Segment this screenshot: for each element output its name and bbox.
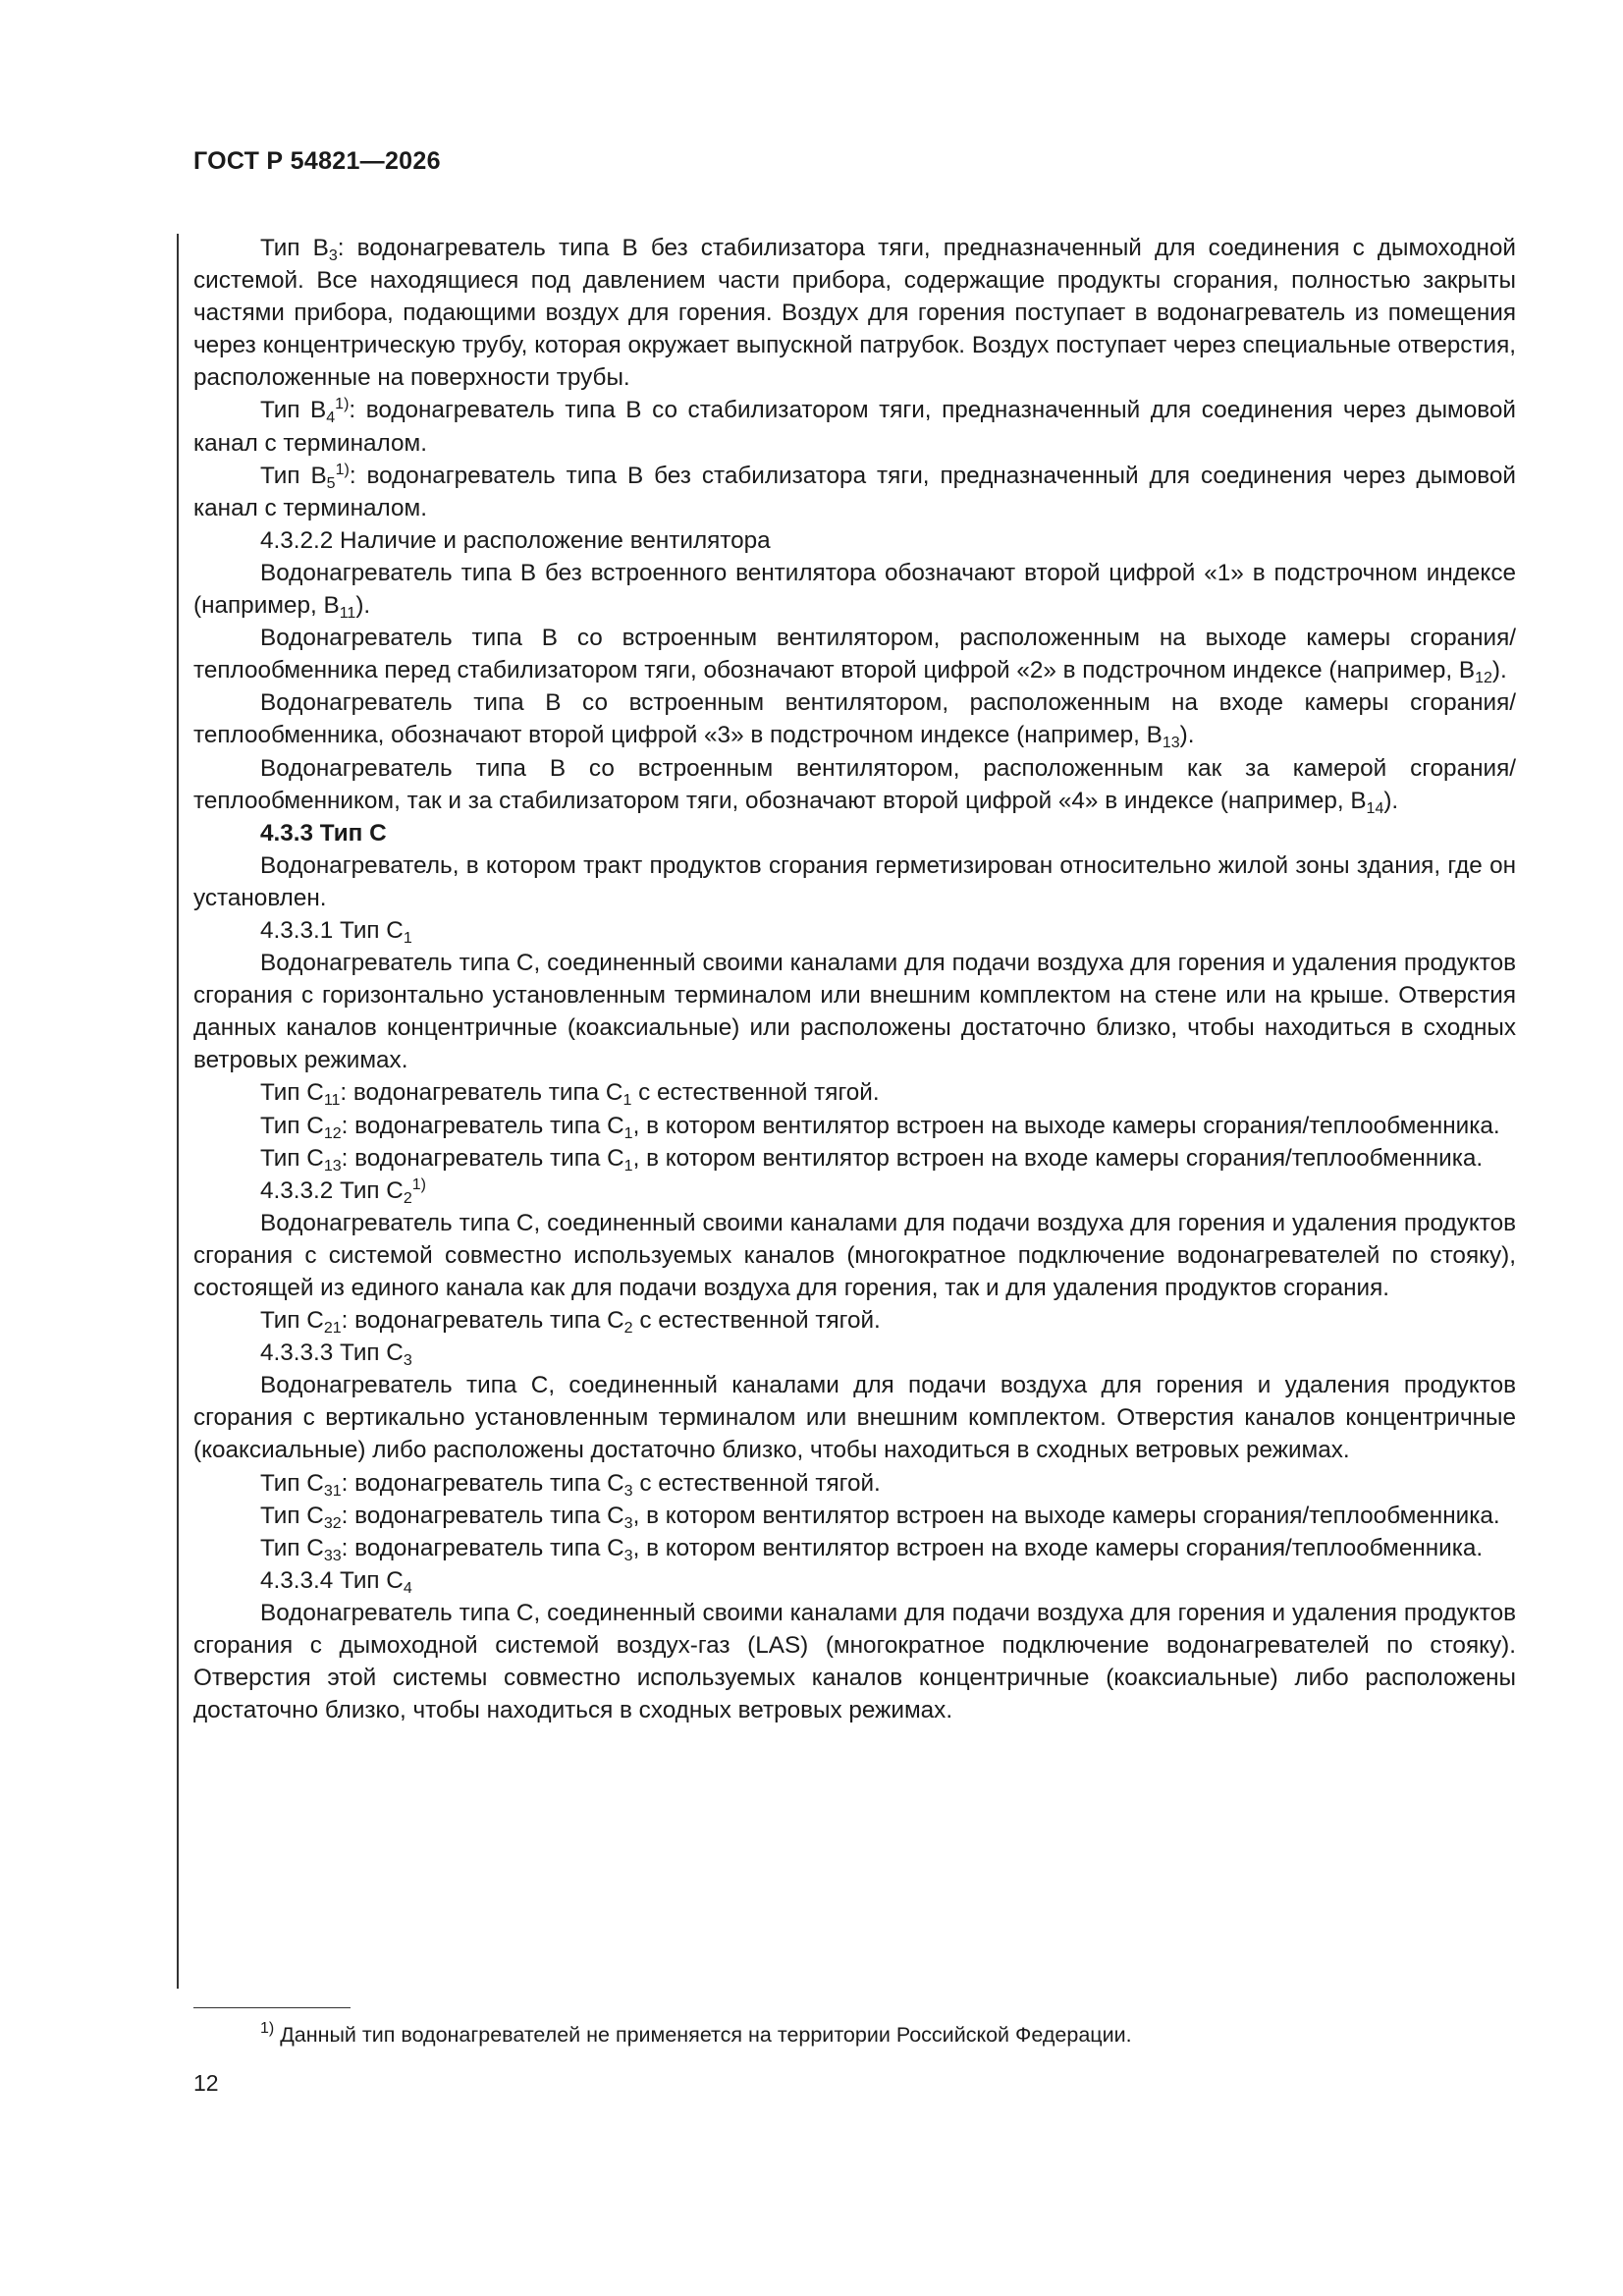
text-run: : водонагреватель типа В со стабилизатором тяги, предназначенный для соединения через дымовой канал с терминалом.	[193, 397, 1516, 457]
paragraph	[193, 849, 1516, 914]
footnote-ref: 1)	[411, 1175, 426, 1193]
paragraph	[193, 1076, 1516, 1109]
text-run: Водонагреватель типа С, соединенный своими каналами для подачи воздуха для горения и удаления продуктов сгорания с системой совместно используемых каналов (многократное подключение водонагревателей по стояку), состоящей из единого канала как для подачи воздуха для горения, так и для удаления продуктов сгорания.	[193, 1209, 1516, 1301]
subscript-index: 2	[403, 1189, 412, 1207]
subscript-index: 4	[326, 410, 336, 427]
paragraph	[193, 1564, 1516, 1597]
subscript-index: 14	[1366, 799, 1384, 817]
footnote	[260, 2021, 1132, 2049]
text-run: : водонагреватель типа С	[341, 1144, 624, 1172]
paragraph	[193, 1467, 1516, 1500]
text-run: 4.3.3 Тип С	[260, 819, 387, 847]
text-run: , в котором вентилятор встроен на входе камеры сгорания/теплообменника.	[632, 1144, 1484, 1172]
paragraph	[193, 1369, 1516, 1466]
subscript-index: 33	[323, 1547, 342, 1564]
text-run: Водонагреватель типа С, соединенный своими каналами для подачи воздуха для горения и удаления продуктов сгорания с горизонтально установленным терминалом или внешним комплектом на стене или на крыше. Отверстия данных каналов концентричные (коаксиальные) или расположены достаточно близко, чтобы находиться в сходных ветровых режимах.	[193, 950, 1516, 1074]
text-run: ).	[1179, 722, 1195, 749]
subscript-index: 3	[328, 246, 338, 264]
subscript-index: 3	[623, 1514, 633, 1532]
text-run: 4.3.3.2 Тип С	[260, 1176, 404, 1204]
subscript-index: 21	[323, 1319, 342, 1337]
document-header: ГОСТ Р 54821—2026	[193, 147, 441, 175]
text-run: Тип В	[260, 397, 327, 424]
text-run: Тип В	[260, 462, 327, 489]
paragraph	[193, 1337, 1516, 1369]
text-run: Водонагреватель типа В без встроенного вентилятора обозначают второй цифрой «1» в подстрочном индексе (например, В	[193, 559, 1516, 620]
paragraph	[193, 1142, 1516, 1175]
footnote-text: Данный тип водонагревателей не применяется на территории Российской Федерации.	[280, 2023, 1132, 2047]
paragraph	[193, 524, 1516, 557]
text-run: Тип С	[260, 1112, 324, 1139]
text-run: с естественной тягой.	[632, 1307, 881, 1335]
text-run: Тип С	[260, 1079, 324, 1107]
text-run: Водонагреватель типа В со встроенным вентилятором, расположенным на входе камеры сгорания/теплообменника, обозначают второй цифрой «3» в подстрочном индексе (например, В	[193, 689, 1516, 749]
text-run: ).	[1491, 657, 1507, 684]
text-run: : водонагреватель типа С	[340, 1079, 623, 1107]
subscript-index: 12	[323, 1124, 342, 1142]
page-number: 12	[193, 2070, 219, 2096]
text-run: ).	[1383, 787, 1399, 814]
text-run: : водонагреватель типа С	[341, 1112, 624, 1139]
text-run: : водонагреватель типа С	[341, 1502, 624, 1529]
subscript-index: 2	[623, 1319, 633, 1337]
text-run: , в котором вентилятор встроен на входе камеры сгорания/теплообменника.	[632, 1534, 1484, 1561]
paragraph	[193, 1175, 1516, 1207]
text-run: Водонагреватель типа С, соединенный каналами для подачи воздуха для горения и удаления продуктов сгорания с вертикально установленным терминалом или внешним комплектом. Отверстия каналов концентричные (коаксиальные) либо расположены достаточно близко, чтобы находиться в сходных ветровых режимах.	[193, 1372, 1516, 1464]
subscript-index: 5	[326, 474, 336, 492]
change-bar	[177, 234, 179, 1989]
paragraph	[193, 914, 1516, 947]
text-run: Водонагреватель типа В со встроенным вентилятором, расположенным как за камерой сгорания/теплообменником, так и за стабилизатором тяги, обозначают второй цифрой «4» в индексе (например, В	[193, 754, 1516, 814]
text-run: Тип С	[260, 1144, 324, 1172]
subscript-index: 11	[339, 604, 356, 622]
text-run: , в котором вентилятор встроен на выходе камеры сгорания/теплообменника.	[632, 1502, 1500, 1529]
footnote-marker: 1)	[260, 2020, 275, 2038]
subscript-index: 1	[623, 1124, 633, 1142]
text-run: Тип С	[260, 1534, 324, 1561]
text-run: Тип В	[260, 235, 329, 261]
text-run: 4.3.2.2 Наличие и расположение вентилятора	[260, 526, 771, 554]
text-run: ).	[355, 592, 371, 620]
subscript-index: 13	[1162, 735, 1180, 752]
text-run: Водонагреватель типа В со встроенным вентилятором, расположенным на выходе камеры сгорания/теплообменника перед стабилизатором тяги, обозначают второй цифрой «2» в подстрочном индексе (например, В	[193, 625, 1516, 684]
text-run: : водонагреватель типа С	[341, 1307, 624, 1335]
paragraph	[193, 1304, 1516, 1337]
paragraph	[193, 1110, 1516, 1142]
subscript-index: 31	[323, 1482, 342, 1500]
paragraph	[193, 1532, 1516, 1564]
section-heading	[193, 817, 1516, 849]
text-run: Тип С	[260, 1307, 324, 1335]
text-run: Водонагреватель, в котором тракт продуктов сгорания герметизирован относительно жилой зоны здания, где он установлен.	[193, 851, 1516, 911]
footnote-ref: 1)	[335, 396, 350, 413]
paragraph	[193, 752, 1516, 817]
paragraph	[193, 1500, 1516, 1532]
text-run: : водонагреватель типа В без стабилизатора тяги, предназначенный для соединения через дымовой канал с терминалом.	[193, 462, 1516, 521]
subscript-index: 32	[323, 1514, 342, 1532]
text-run: 4.3.3.1 Тип С	[260, 916, 404, 944]
text-run: : водонагреватель типа В без стабилизатора тяги, предназначенный для соединения с дымоходной системой. Все находящиеся под давлением части прибора, содержащие продукты сгорания, полностью закрыты частями прибора, подающими воздух для горения. Воздух для горения поступает в водонагреватель из помещения через концентрическую трубу, которая окружает выпускной патрубок. Воздух поступает через специальные отверстия, расположенные на поверхности трубы.	[193, 235, 1516, 392]
text-run: 4.3.3.4 Тип С	[260, 1566, 404, 1594]
text-run: , в котором вентилятор встроен на выходе камеры сгорания/теплообменника.	[632, 1112, 1500, 1139]
subscript-index: 1	[622, 1092, 632, 1110]
subscript-index: 11	[323, 1092, 341, 1110]
subscript-index: 3	[623, 1547, 633, 1564]
paragraph	[193, 622, 1516, 686]
text-run: : водонагреватель типа С	[341, 1469, 624, 1497]
text-run: с естественной тягой.	[631, 1079, 880, 1107]
text-run: Тип С	[260, 1469, 324, 1497]
text-run: : водонагреватель типа С	[341, 1534, 624, 1561]
subscript-index: 1	[623, 1157, 633, 1175]
footnote-ref: 1)	[335, 461, 350, 478]
paragraph	[193, 557, 1516, 622]
paragraph	[193, 1207, 1516, 1304]
subscript-index: 1	[403, 929, 412, 947]
text-run: 4.3.3.3 Тип С	[260, 1339, 404, 1367]
subscript-index: 4	[403, 1579, 412, 1597]
paragraph	[193, 686, 1516, 751]
paragraph	[193, 394, 1516, 459]
document-body	[193, 232, 1516, 1726]
paragraph	[193, 947, 1516, 1076]
paragraph	[193, 232, 1516, 394]
subscript-index: 3	[623, 1482, 633, 1500]
footnote-divider	[193, 2007, 351, 2008]
paragraph	[193, 460, 1516, 524]
subscript-index: 3	[403, 1351, 412, 1369]
paragraph	[193, 1597, 1516, 1726]
text-run: Тип С	[260, 1502, 324, 1529]
subscript-index: 13	[323, 1157, 342, 1175]
text-run: с естественной тягой.	[632, 1469, 881, 1497]
subscript-index: 12	[1475, 670, 1492, 687]
text-run: Водонагреватель типа С, соединенный своими каналами для подачи воздуха для горения и удаления продуктов сгорания с дымоходной системой воздух-газ (LAS) (многократное подключение водонагревателей по стояку). Отверстия этой системы совместно используемых каналов концентричные (коаксиальные) либо расположены достаточно близко, чтобы находиться в сходных ветровых режимах.	[193, 1599, 1516, 1724]
